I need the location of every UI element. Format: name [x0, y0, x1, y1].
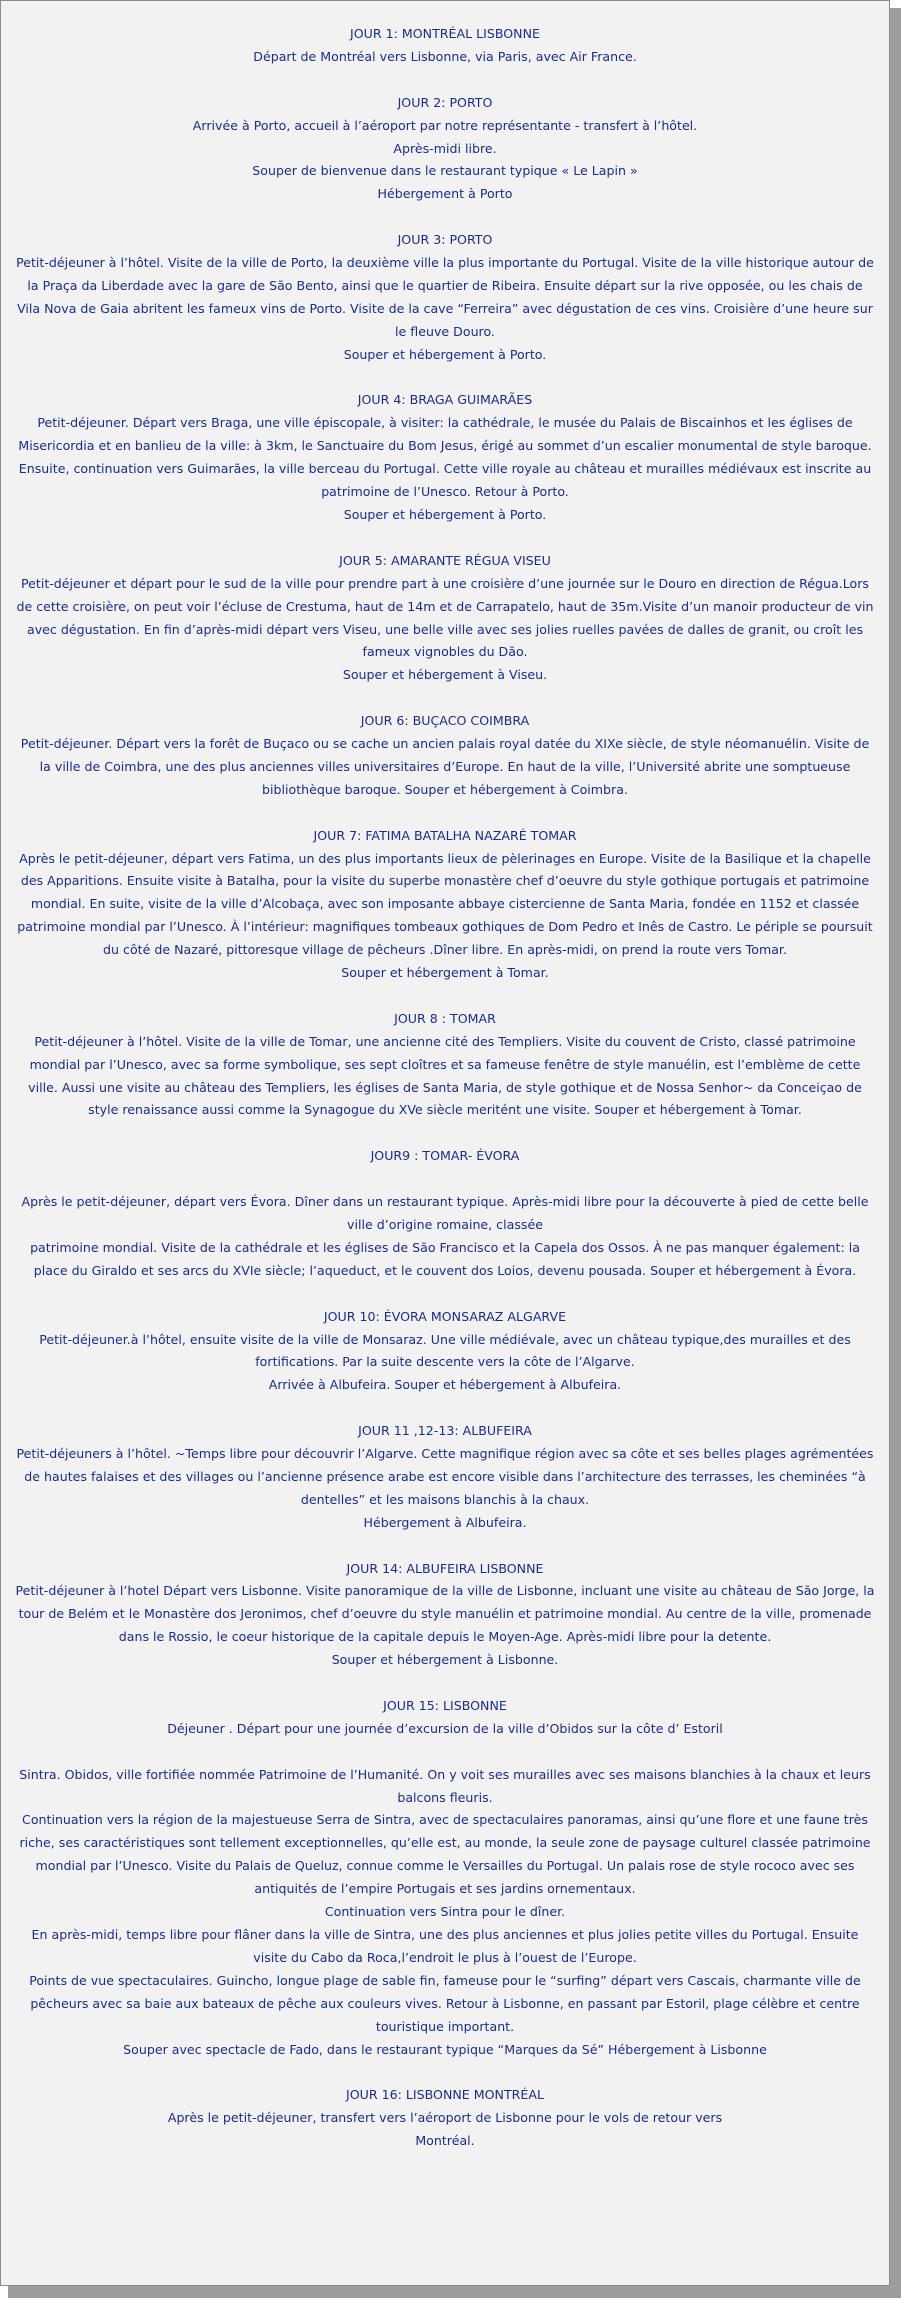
day-text: Déjeuner . Départ pour une journée d’excursion de la ville d’Obidos sur la côte d’ Estoril: [167, 1720, 723, 1736]
day-text: Sintra. Obidos, ville fortifiée nommée Patrimoine de l’Humanité. On y voit ses murailles avec ses maisons blanchies à la chaux et leurs balcons fleuris.: [19, 1766, 871, 1805]
day-title: JOUR 3: PORTO: [397, 232, 493, 248]
day-section: [15, 92, 875, 207]
day-title: JOUR 5: AMARANTE RÉGUA VISEU: [339, 552, 551, 568]
day-section: [15, 1695, 875, 2062]
day-title: JOUR9 : TOMAR- ÉVORA: [370, 1148, 520, 1164]
day-text: Souper de bienvenue dans le restaurant typique « Le Lapin »: [252, 163, 638, 179]
day-section: [15, 23, 875, 69]
day-text: Arrivée à Albufeira. Souper et hébergement à Albufeira.: [268, 1377, 622, 1393]
day-section: [15, 1145, 875, 1282]
day-text: Après le petit-déjeuner, départ vers Fatima, un des plus importants lieux de pèlerinages en Europe. Visite de la Basilique et la chapelle des Apparitions. Ensuite visite à Batalha, pour la visite du superbe monastère chef d’oeuvre du style gothique portugais et patrimoine mondial. En suite, visite de la ville d’Alcobaça, avec son imposante abbaye cistercienne de Santa Maria, fondée en 1152 et classée patrimoine mondial par l’Unesco. À l’intérieur: magnifiques tombeaux gothiques de Dom Pedro et Inês de Castro. Le périple se poursuit du côté de Nazaré, pittoresque village de pêcheurs .Dîner libre. En après-midi, on prend la route vers Tomar.: [17, 850, 873, 958]
day-section: [15, 550, 875, 687]
day-section: [15, 1558, 875, 1673]
day-text: Petit-déjeuner. Départ vers Braga, une ville épiscopale, à visiter: la cathédrale, le musée du Palais de Biscainhos et les églises de Misericordia et en banlieu de la ville: à 3km, le Sanctuaire du Bom Jesus, érigé au sommet d’un escalier monumental de style baroque. Ensuite, continuation vers Guimarães, la ville berceau du Portugal. Cette ville royale au château et murailles médiévaux est inscrite au patrimoine de l’Unesco. Retour à Porto.: [18, 415, 872, 500]
day-title: JOUR 16: LISBONNE MONTRÉAL: [346, 2087, 544, 2103]
day-text: Hébergement à Porto: [377, 186, 513, 202]
day-title: JOUR 15: LISBONNE: [383, 1697, 507, 1713]
day-text: Montréal.: [415, 2133, 475, 2149]
day-text: Souper et hébergement à Viseu.: [342, 667, 548, 683]
day-text: Après le petit-déjeuner, transfert vers l’aéroport de Lisbonne pour le vols de retour vers: [167, 2110, 723, 2126]
day-section: [15, 2084, 875, 2153]
day-title: JOUR 4: BRAGA GUIMARÃES: [357, 392, 533, 408]
day-text: Souper et hébergement à Porto.: [343, 506, 547, 522]
day-section: [15, 825, 875, 985]
day-title: JOUR 11 ,12-13: ALBUFEIRA: [358, 1423, 532, 1439]
day-text: Hébergement à Albufeira.: [363, 1514, 527, 1530]
day-text: Souper et hébergement à Tomar.: [341, 965, 549, 981]
day-title: JOUR 2: PORTO: [397, 94, 493, 110]
day-text: En après-midi, temps libre pour flâner dans la ville de Sintra, une des plus anciennes et plus jolies petite villes du Portugal. Ensuite visite du Cabo da Roca,l’endroit le plus à l’ouest de l’Europe.: [31, 1927, 859, 1965]
day-section: [15, 710, 875, 802]
day-text: Petit-déjeuner à l’hôtel. Visite de la ville de Porto, la deuxième ville la plus importante du Portugal. Visite de la ville historique autour de la Praça da Liberdade avec la gare de São Bento, ainsi que le quartier de Ribeira. Ensuite départ sur la rive opposée, ou les chais de Vila Nova de Gaia abritent les fameux vins de Porto. Visite de la cave “Ferreira” avec dégustation de ces vins. Croisière d’une heure sur le fleuve Douro.: [16, 255, 874, 339]
day-text: Arrivée à Porto, accueil à l’aéroport par notre représentante - transfert à l’hôtel.: [192, 117, 698, 133]
day-section: [15, 1306, 875, 1398]
day-text: Points de vue spectaculaires. Guincho, longue plage de sable fin, fameuse pour le “surfing” départ vers Cascais, charmante ville de pêcheurs avec sa baie aux bateaux de pêche aux couleurs vives. Retour à Lisbonne, en passant par Estoril, plage célèbre et centre touristique important.: [29, 1972, 861, 2034]
day-title: JOUR 10: ÉVORA MONSARAZ ALGARVE: [323, 1308, 567, 1324]
day-text: Départ de Montréal vers Lisbonne, via Paris, avec Air France.: [253, 48, 637, 64]
day-section: [15, 389, 875, 526]
day-text: Petit-déjeuner à l’hôtel. Visite de la ville de Tomar, une ancienne cité des Templiers. Visite du couvent de Cristo, classé patrimoine mondial par l’Unesco, avec sa forme symbolique, ses sept cloîtres et sa fameuse fenêtre de style manuélin, est l’emblème de cette ville. Aussi une visite au château des Templiers, les églises de Santa Maria, de style gothique et de Nossa Senhor~ da Conceiçao de style renaissance aussi comme la Synagogue du XVe siècle meritént une visite. Souper et hébergement à Tomar.: [28, 1033, 862, 1118]
day-section: [15, 1008, 875, 1123]
day-text: [15, 1741, 875, 1764]
day-text: Petit-déjeuner à l’hotel Départ vers Lisbonne. Visite panoramique de la ville de Lisbonne, incluant une visite au château de São Jorge, la tour de Belém et le Monastère dos Jeronimos, chef d’oeuvre du style manuélin et patrimoine mondial. Au centre de la ville, promenade dans le Rossio, le coeur historique de la capitale depuis le Moyen-Age. Après-midi libre pour la detente.: [15, 1583, 875, 1645]
day-section: [15, 229, 875, 366]
day-title: JOUR 1: MONTRÉAL LISBONNE: [350, 26, 540, 41]
day-title: JOUR 8 : TOMAR: [394, 1010, 496, 1026]
day-text: Souper et hébergement à Porto.: [343, 346, 547, 362]
day-text: Souper et hébergement à Lisbonne.: [331, 1652, 559, 1668]
day-text: Petit-déjeuner et départ pour le sud de la ville pour prendre part à une croisière d’une journée sur le Douro en direction de Régua.Lors de cette croisière, on peut voir l’écluse de Crestuma, haut de 14m et de Carrapatelo, haut de 35m.Visite d’un manoir producteur de vin avec dégustation. En fin d’après-midi départ vers Viseu, une belle ville avec ses jolies ruelles pavées de dalles de granit, ou croît les fameux vignobles du Dão.: [16, 575, 874, 660]
day-title: JOUR 6: BUÇACO COIMBRA: [360, 713, 530, 729]
day-text: Souper avec spectacle de Fado, dans le restaurant typique “Marques da Sé” Hébergement à Lisbonne: [123, 2041, 767, 2057]
day-title: JOUR 7: FATIMA BATALHA NAZARÉ TOMAR: [313, 827, 577, 843]
day-text: Petit-déjeuners à l’hôtel. ~Temps libre pour découvrir l’Algarve. Cette magnifique région avec sa côte et ses belles plages agrémentées de hautes falaises et des villages ou l’ancienne présence arabe est encore visible dans l’architecture des terrasses, les cheminées “à dentelles” et les maisons blanchis à la chaux.: [16, 1446, 874, 1507]
day-title: JOUR 14: ALBUFEIRA LISBONNE: [346, 1560, 544, 1576]
day-text: Continuation vers la région de la majestueuse Serra de Sintra, avec de spectaculaires panoramas, ainsi qu’une flore et une faune très riche, ses caractéristiques sont tellement exceptionnelles, qu’elle est, au monde, la seule zone de paysage culturel classée patrimoine mondial par l’Unesco. Visite du Palais de Queluz, connue comme le Versailles du Portugal. Un palais rose de style rococo avec ses antiquités de l’empire Portugais et ses jardins ornementaux.: [19, 1812, 871, 1897]
day-section: [15, 1420, 875, 1535]
day-text: patrimoine mondial. Visite de la cathédrale et les églises de São Francisco et la Capela dos Ossos. À ne pas manquer également: la place du Giraldo et ses arcs du XVIe siècle; l’aqueduct, et le couvent dos Loios, devenu pousada. Souper et hébergement à Évora.: [30, 1239, 860, 1278]
day-text: Après le petit-déjeuner, départ vers Évora. Dîner dans un restaurant typique. Après-midi libre pour la découverte à pied de cette belle ville d’origine romaine, classée: [21, 1194, 869, 1232]
day-text: Continuation vers Sintra pour le dîner.: [324, 1904, 566, 1920]
day-text: Petit-déjeuner. Départ vers la forêt de Buçaco ou se cache un ancien palais royal datée du XIXe siècle, de style néomanuélin. Visite de la ville de Coimbra, une des plus anciennes villes universitaires d’Europe. En haut de la ville, l’Université abrite une somptueuse bibliothèque baroque. Souper et hébergement à Coimbra.: [20, 736, 870, 797]
day-text: Petit-déjeuner.à l’hôtel, ensuite visite de la ville de Monsaraz. Une ville médiévale, avec un château typique,des murailles et des fortifications. Par la suite descente vers la côte de l’Algarve.: [39, 1331, 851, 1370]
day-text: Après-midi libre.: [393, 140, 497, 156]
